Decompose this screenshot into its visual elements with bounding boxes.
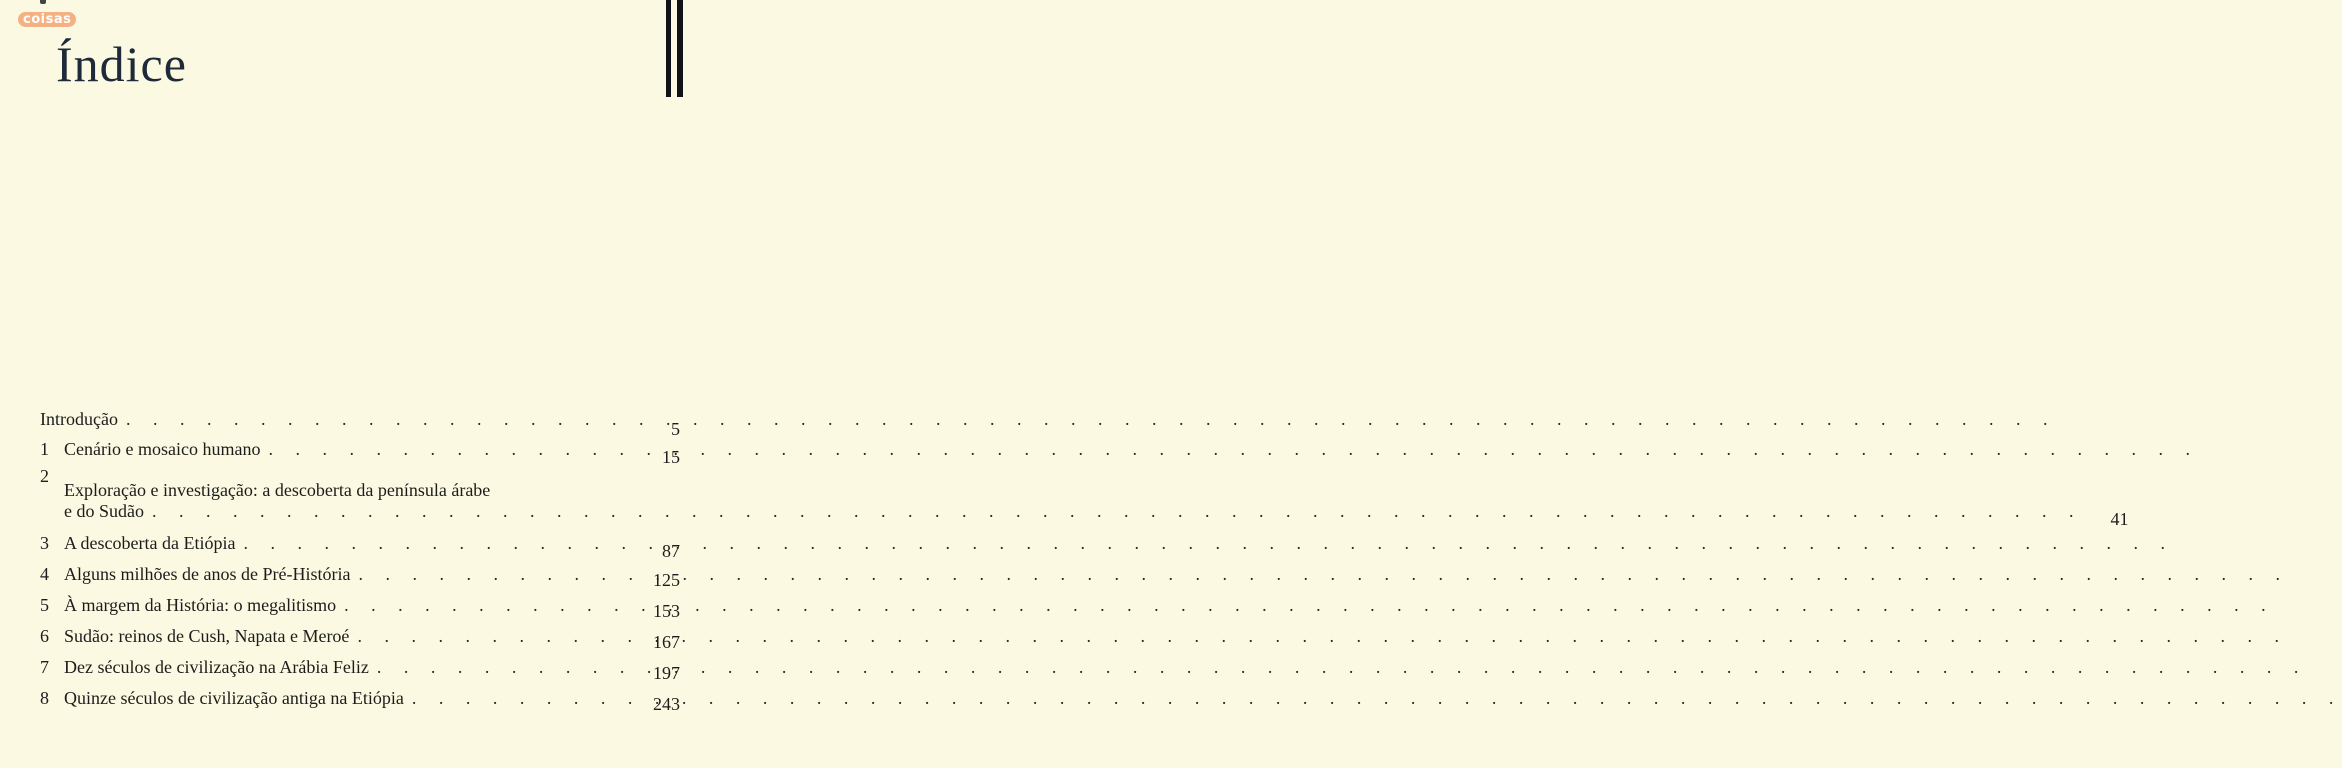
toc-entry-page: 153 bbox=[653, 601, 680, 621]
toc-entry-page: 5 bbox=[671, 419, 680, 439]
leader-dots bbox=[268, 439, 2199, 460]
toc-entry-number: 8 bbox=[40, 688, 49, 708]
toc-entry-title: A descoberta da Etiópia bbox=[64, 533, 236, 553]
toc-entry-page: 197 bbox=[653, 663, 680, 683]
toc-entry-body bbox=[64, 657, 634, 678]
toc-entry-1[interactable] bbox=[40, 430, 680, 467]
toc-entry-title-line1: Exploração e investigação: a descoberta da península árabe bbox=[64, 480, 491, 500]
toc-entry-body bbox=[64, 595, 634, 616]
toc-entry-title: Dez séculos de civilização na Arábia Feliz bbox=[64, 657, 369, 677]
table-of-contents bbox=[40, 397, 2129, 714]
toc-entry-title: Alguns milhões de anos de Pré-História bbox=[64, 564, 351, 584]
leader-dots bbox=[243, 533, 2174, 554]
toc-entry-body bbox=[64, 533, 634, 554]
toc-entry-body bbox=[40, 409, 634, 430]
toc-entry-number: 5 bbox=[40, 595, 49, 615]
toc-entry-title-line2: e do Sudão bbox=[64, 501, 144, 521]
toc-entry-number: 2 bbox=[40, 466, 49, 486]
leader-dots bbox=[126, 409, 2057, 430]
toc-entry-7[interactable] bbox=[40, 647, 680, 683]
toc-entry-page: 243 bbox=[653, 694, 680, 714]
toc-entry-page: 41 bbox=[2110, 509, 2129, 529]
watermark-logo: coisas bbox=[18, 12, 76, 27]
toc-entry-2[interactable] bbox=[40, 460, 2129, 529]
toc-entry-number: 1 bbox=[40, 439, 49, 459]
toc-entry-3[interactable] bbox=[40, 522, 680, 561]
decorative-bar bbox=[677, 0, 683, 97]
toc-entry-number: 4 bbox=[40, 564, 49, 584]
toc-entry-6[interactable] bbox=[40, 616, 680, 652]
toc-entry-page: 15 bbox=[662, 447, 680, 467]
toc-entry-title: Introdução bbox=[40, 409, 118, 429]
toc-entry-8[interactable] bbox=[40, 678, 680, 714]
page-title: Índice bbox=[56, 36, 187, 92]
toc-entry-line2 bbox=[64, 501, 2083, 522]
toc-entry-body bbox=[64, 688, 634, 709]
toc-entry-number: 6 bbox=[40, 626, 49, 646]
toc-entry-title: Sudão: reinos de Cush, Napata e Meroé bbox=[64, 626, 350, 646]
toc-entry-body bbox=[64, 564, 634, 585]
leader-dots bbox=[412, 688, 2342, 709]
toc-entry-title: Cenário e mosaico humano bbox=[64, 439, 261, 459]
toc-entry-4[interactable] bbox=[40, 554, 680, 590]
toc-entry-introducao[interactable] bbox=[40, 397, 680, 439]
toc-entry-title: À margem da História: o megalitismo bbox=[64, 595, 337, 615]
toc-entry-body bbox=[64, 439, 634, 460]
toc-entry-body bbox=[64, 474, 2083, 522]
decorative-bar bbox=[666, 0, 671, 97]
leader-dots bbox=[152, 501, 2083, 522]
toc-entry-page: 167 bbox=[653, 632, 680, 652]
toc-entry-page: 125 bbox=[653, 570, 680, 590]
toc-entry-page: 87 bbox=[662, 541, 680, 561]
toc-entry-number: 3 bbox=[40, 533, 49, 553]
corner-mark bbox=[40, 0, 46, 4]
toc-entry-title: Quinze séculos de civilização antiga na Etiópia bbox=[64, 688, 404, 708]
toc-entry-5[interactable] bbox=[40, 585, 680, 621]
toc-entry-number: 7 bbox=[40, 657, 49, 677]
toc-entry-body bbox=[64, 626, 634, 647]
